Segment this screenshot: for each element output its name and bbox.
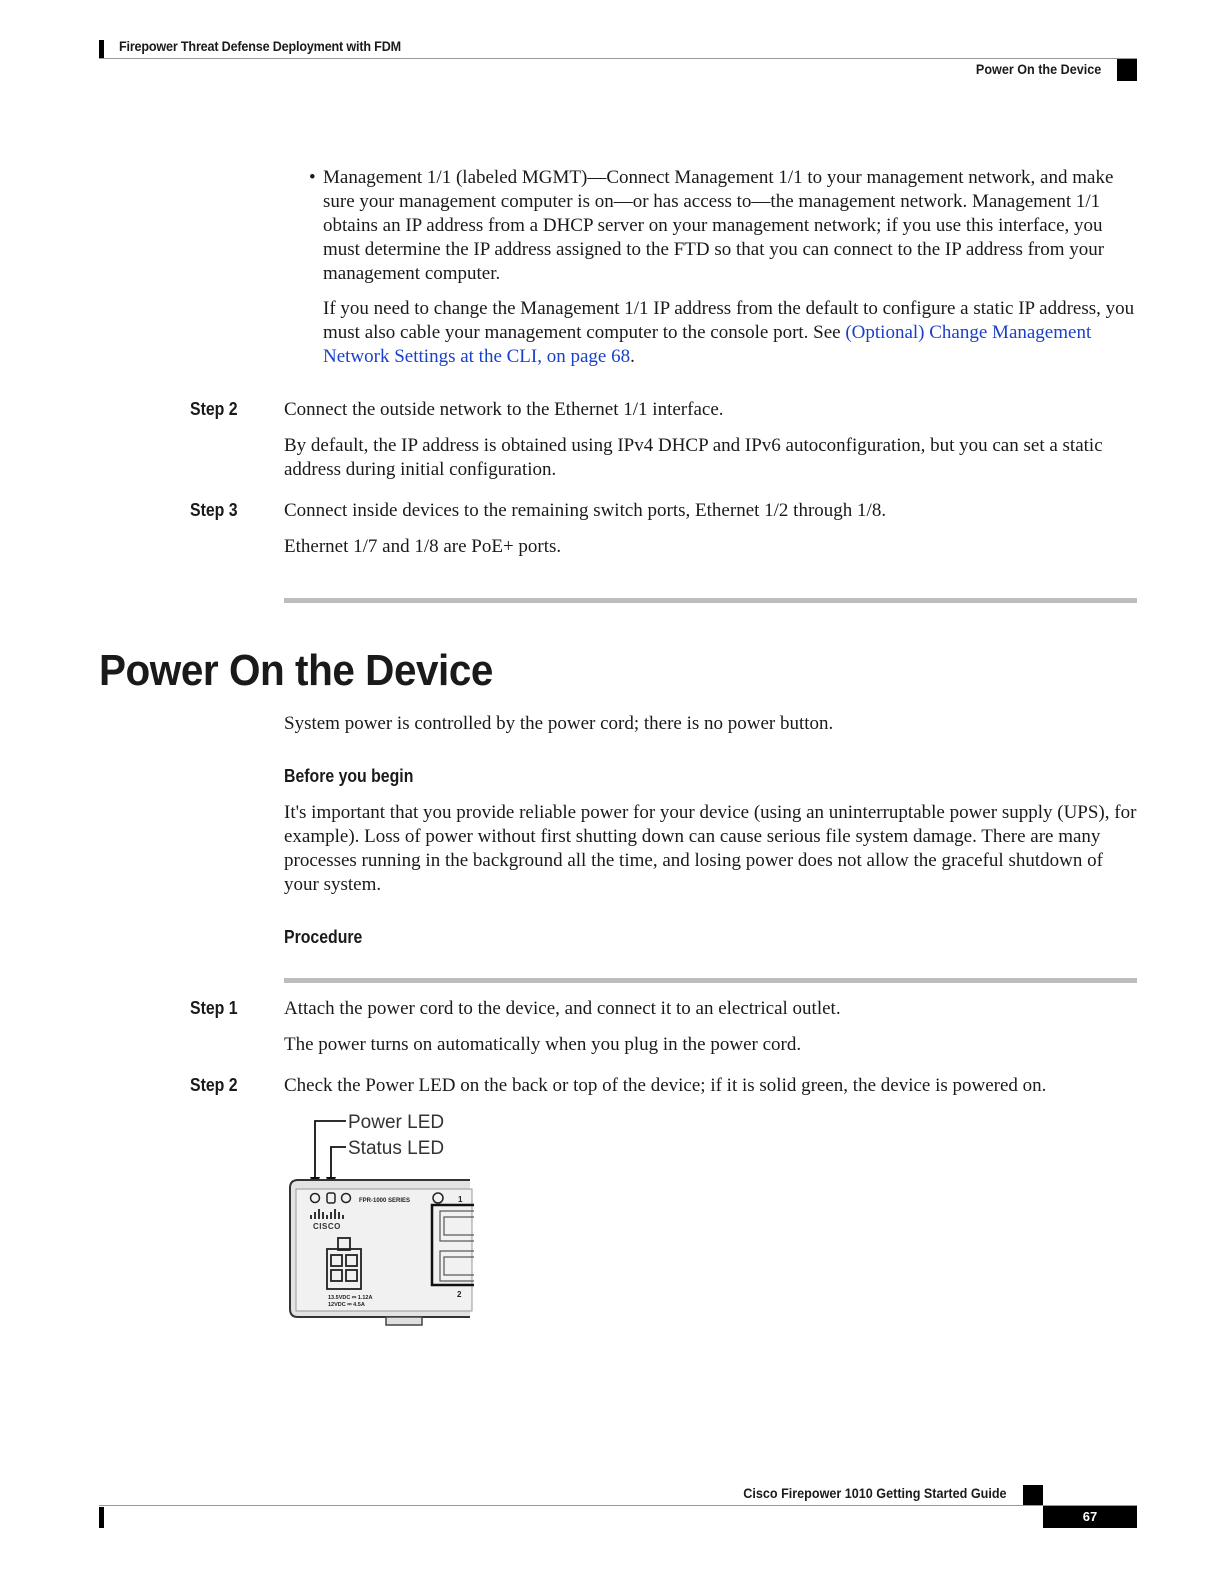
prev-step-3-label: Step 3 — [190, 500, 238, 520]
port-label-1: 1 — [458, 1195, 463, 1204]
status-led-callout: Status LED — [348, 1138, 445, 1159]
prev-step-2-label: Step 2 — [190, 399, 238, 419]
header-box-marker — [1117, 59, 1137, 81]
cisco-brand-text: CISCO — [313, 1222, 341, 1231]
mgmt-note — [323, 297, 1141, 369]
procedure-rule — [284, 978, 1137, 983]
device-led-figure — [284, 1105, 474, 1330]
mgmt-note-suffix: . — [630, 346, 635, 367]
page-number: 67 — [1043, 1506, 1137, 1528]
footer-rule — [99, 1505, 1137, 1506]
status-led-callout-line — [331, 1147, 346, 1179]
step-1-label: Step 1 — [190, 998, 238, 1018]
page-title: Power On the Device — [99, 646, 493, 695]
section-intro: System power is controlled by the power cord; there is no power button. — [284, 713, 834, 734]
footer-bar-marker — [99, 1507, 104, 1528]
before-you-begin-heading: Before you begin — [284, 766, 414, 786]
prev-step-2-text: Connect the outside network to the Ethernet 1/1 interface. — [284, 399, 724, 420]
prev-step-3-detail: Ethernet 1/7 and 1/8 are PoE+ ports. — [284, 536, 562, 557]
step-1-text: Attach the power cord to the device, and connect it to an electrical outlet. — [284, 998, 841, 1019]
step-2-text: Check the Power LED on the back or top of the device; if it is solid green, the device is powered on. — [284, 1075, 1047, 1096]
port-label-2: 2 — [457, 1290, 462, 1299]
section-divider-rule — [284, 598, 1137, 603]
bullet-marker: • — [309, 167, 316, 188]
power-rating-line-1: 13.5VDC ⎓ 1.12A — [328, 1295, 373, 1301]
step-2-label: Step 2 — [190, 1075, 238, 1095]
before-you-begin-text: It's important that you provide reliable power for your device (using an uninterruptable power supply (UPS), for example). Loss of power without first shutting down can cause serious file system damage. There are many processes running in the background all the time, and losing power does not allow the graceful shutdown of your system. — [284, 802, 1137, 895]
mgmt-note-prefix: If you need to change the Management 1/1 IP address from the default to configure a static IP address, you must also cable your management computer to the console port. See — [323, 298, 1135, 343]
prev-step-3-text: Connect inside devices to the remaining switch ports, Ethernet 1/2 through 1/8. — [284, 500, 887, 521]
procedure-heading: Procedure — [284, 927, 363, 947]
mgmt-bullet-text: Management 1/1 (labeled MGMT)—Connect Management 1/1 to your management network, and make sure your management computer is on—or has access to—the management network. Management 1/1 obtains an IP address from a DHCP server on your management network; if you use this interface, you must determine the IP address assigned to the FTD so that you can connect to the IP address from your management computer. — [323, 167, 1114, 284]
model-label: FPR-1000 SERIES — [359, 1198, 411, 1204]
chassis-foot — [386, 1317, 422, 1325]
change-mgmt-settings-link[interactable]: (Optional) Change Management Network Settings at the CLI, on page 68 — [323, 322, 1092, 367]
chassis-inner-panel — [296, 1189, 472, 1311]
header-bar-marker — [99, 40, 104, 58]
step-1-detail: The power turns on automatically when you plug in the power cord. — [284, 1034, 802, 1055]
header-rule — [99, 58, 1137, 59]
prev-step-2-detail: By default, the IP address is obtained using IPv4 DHCP and IPv6 autoconfiguration, but you can set a static address during initial configuration. — [284, 435, 1103, 480]
power-rating-line-2: 12VDC ⎓ 4.5A — [328, 1302, 365, 1308]
power-led-callout: Power LED — [348, 1112, 445, 1133]
header-book-title: Firepower Threat Defense Deployment with FDM — [119, 38, 401, 54]
footer-guide-title: Cisco Firepower 1010 Getting Started Guide — [743, 1485, 1007, 1501]
footer-box-marker — [1023, 1485, 1043, 1505]
header-section-title: Power On the Device — [975, 61, 1101, 77]
